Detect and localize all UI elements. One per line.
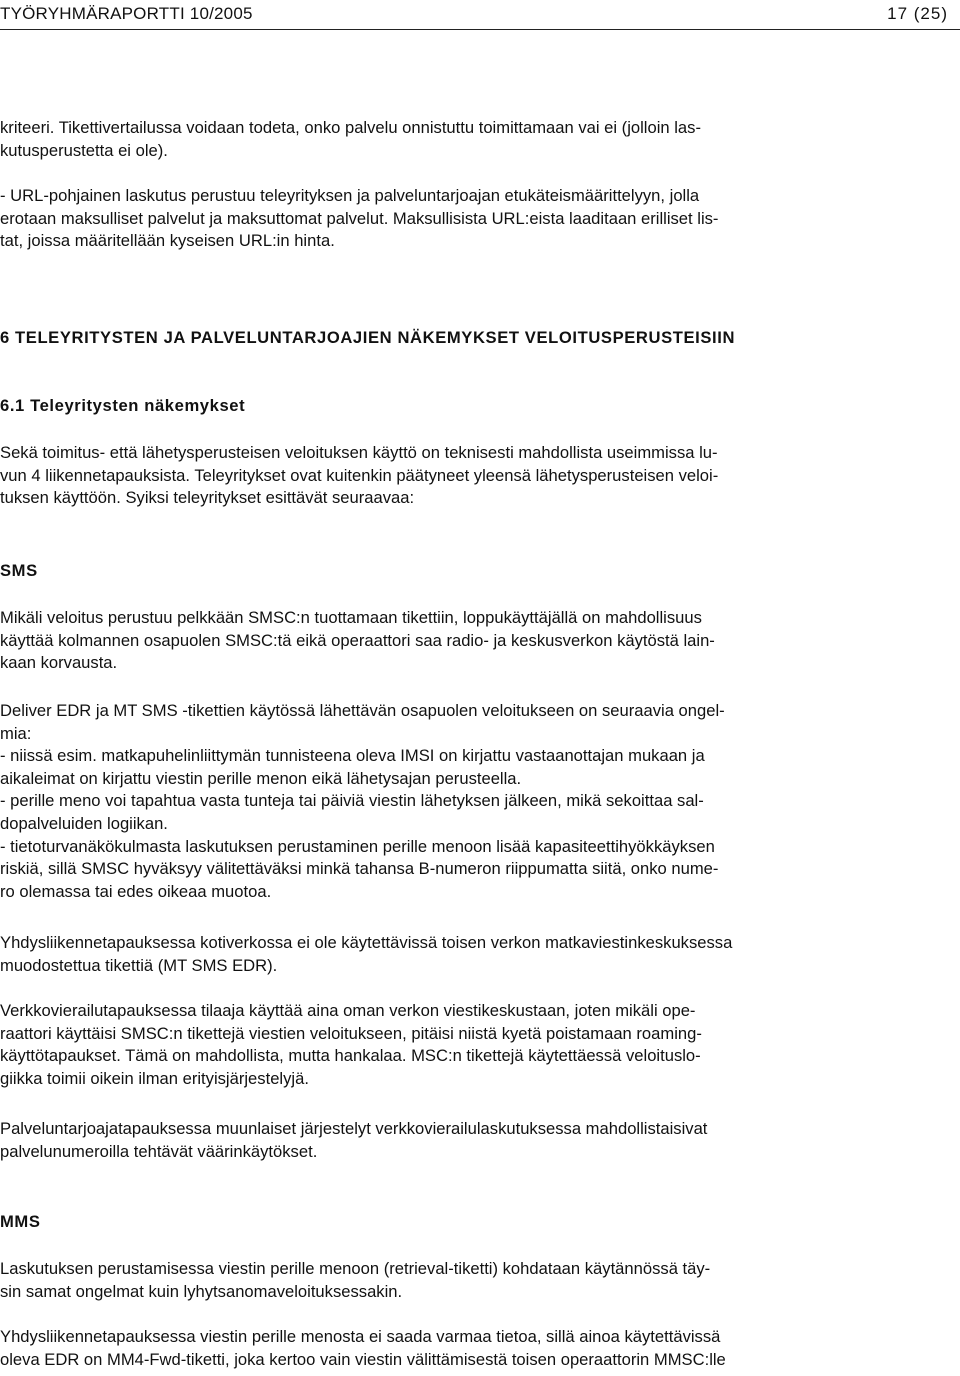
page-header [0, 3, 960, 30]
paragraph-mms-retrieval [0, 1258, 958, 1303]
text-line: muodostettua tikettiä (MT SMS EDR). [0, 955, 278, 975]
text-line: Mikäli veloitus perustuu pelkkään SMSC:n tuottamaan tikettiin, loppukäyttäjällä on mahdollisuus [0, 608, 702, 627]
text-line: vun 4 liikennetapauksista. Teleyritykset ovat kuitenkin päätyneet yleensä lähetysperusteisen veloi- [0, 465, 719, 485]
text-line: Sekä toimitus- että lähetysperusteisen veloituksen käyttö on teknisesti mahdollista useimmissa lu- [0, 443, 718, 462]
text-line: Palveluntarjoajatapauksessa muunlaiset järjestelyt verkkovierailulaskutuksessa mahdollistaisivat [0, 1119, 708, 1138]
text-line: raattori käyttäisi SMSC:n tikettejä viestien veloitukseen, pitäisi niistä kyetä poistamaan roaming- [0, 1023, 702, 1043]
text-line: erotaan maksulliset palvelut ja maksuttomat palvelut. Maksullisista URL:eista laaditaan erilliset lis- [0, 208, 719, 228]
text-line: Deliver EDR ja MT SMS -tikettien käytössä lähettävän osapuolen veloitukseen on seuraavia ongel- [0, 701, 725, 720]
text-line: giikka toimii oikein ilman erityisjärjestelyjä. [0, 1068, 309, 1088]
paragraph-url-criteria [0, 117, 958, 162]
text-line: Verkkovierailutapauksessa tilaaja käyttää aina oman verkon viestikeskustaan, joten mikäli ope- [0, 1001, 696, 1020]
text-line: Yhdysliikennetapauksessa kotiverkossa ei ole käytettävissä toisen verkon matkaviestinkeskuksessa [0, 933, 733, 952]
text-line: kriteeri. Tikettivertailussa voidaan todeta, onko palvelu onnistuttu toimittamaan vai ei (jolloin las- [0, 118, 701, 137]
text-line: palvelunumeroilla tehtävät väärinkäytökset. [0, 1141, 318, 1161]
paragraph-deliver-edr [0, 700, 958, 903]
page-number: 17 (25) [887, 4, 948, 23]
text-line: sin samat ongelmat kuin lyhytsanomaveloituksessakin. [0, 1281, 403, 1301]
mms-heading: MMS [0, 1212, 41, 1231]
paragraph-interconnect-sms [0, 932, 958, 977]
text-line: käyttää kolmannen osapuolen SMSC:tä eikä operaattori saa radio- ja keskusverkon käytöstä lain- [0, 630, 715, 650]
text-line: kutusperustetta ei ole). [0, 140, 168, 160]
section-heading: 6 TELEYRITYSTEN JA PALVELUNTARJOAJIEN NÄKEMYKSET VELOITUSPERUSTEISIIN [0, 328, 736, 347]
text-line: - URL-pohjainen laskutus perustuu teleyrityksen ja palveluntarjoajan etukäteismäärittelyyn, jolla [0, 186, 700, 205]
text-line: Yhdysliikennetapauksessa viestin perille menosta ei saada varmaa tietoa, sillä ainoa käytettävissä [0, 1327, 721, 1346]
text-line: dopalveluiden logiikan. [0, 813, 168, 833]
text-line: - perille meno voi tapahtua vasta tunteja tai päiviä viestin lähetyksen jälkeen, mikä sekoittaa sal- [0, 791, 704, 811]
text-line: tuksen käyttöön. Syiksi teleyritykset esittävät seuraavaa: [0, 488, 415, 508]
paragraph-url-billing [0, 185, 958, 253]
text-line: tat, joissa määritellään kyseisen URL:in hinta. [0, 231, 335, 251]
text-line: oleva EDR on MM4-Fwd-tiketti, joka kertoo vain viestin välittämisestä toisen operaattorin MMSC:lle [0, 1349, 726, 1369]
text-line: Laskutuksen perustamisessa viestin perille menoon (retrieval-tiketti) kohdataan käytännössä täy- [0, 1259, 711, 1278]
text-line: ro olemassa tai edes oikeaa muotoa. [0, 881, 272, 901]
text-line: aikaleimat on kirjattu viestin perille menon eikä lähetysajan perusteella. [0, 768, 522, 788]
sms-heading: SMS [0, 561, 38, 580]
paragraph-sms-smsc [0, 607, 958, 675]
paragraph-roaming-sms [0, 1000, 958, 1090]
text-line: mia: [0, 723, 32, 743]
text-line: käyttötapaukset. Tämä on mahdollista, mutta hankalaa. MSC:n tikettejä käytettäessä veloituslo- [0, 1046, 701, 1066]
text-line: - tietoturvanäkökulmasta laskutuksen perustaminen perille menoon lisää kapasiteettihyökkäyksen [0, 836, 715, 856]
text-line: kaan korvausta. [0, 653, 118, 673]
report-title: TYÖRYHMÄRAPORTTI 10/2005 [0, 4, 253, 23]
paragraph-mms-interconnect [0, 1326, 958, 1371]
subsection-heading: 6.1 Teleyritysten näkemykset [0, 396, 246, 415]
paragraph-teleyritykset-intro [0, 442, 958, 510]
text-line: - niissä esim. matkapuhelinliittymän tunnisteena oleva IMSI on kirjattu vastaanottajan mukaan ja [0, 746, 705, 766]
paragraph-service-provider [0, 1118, 958, 1163]
text-line: riskiä, sillä SMSC hyväksyy välitettäväksi minkä tahansa B-numeron riippumatta siitä, onko nume- [0, 859, 719, 879]
